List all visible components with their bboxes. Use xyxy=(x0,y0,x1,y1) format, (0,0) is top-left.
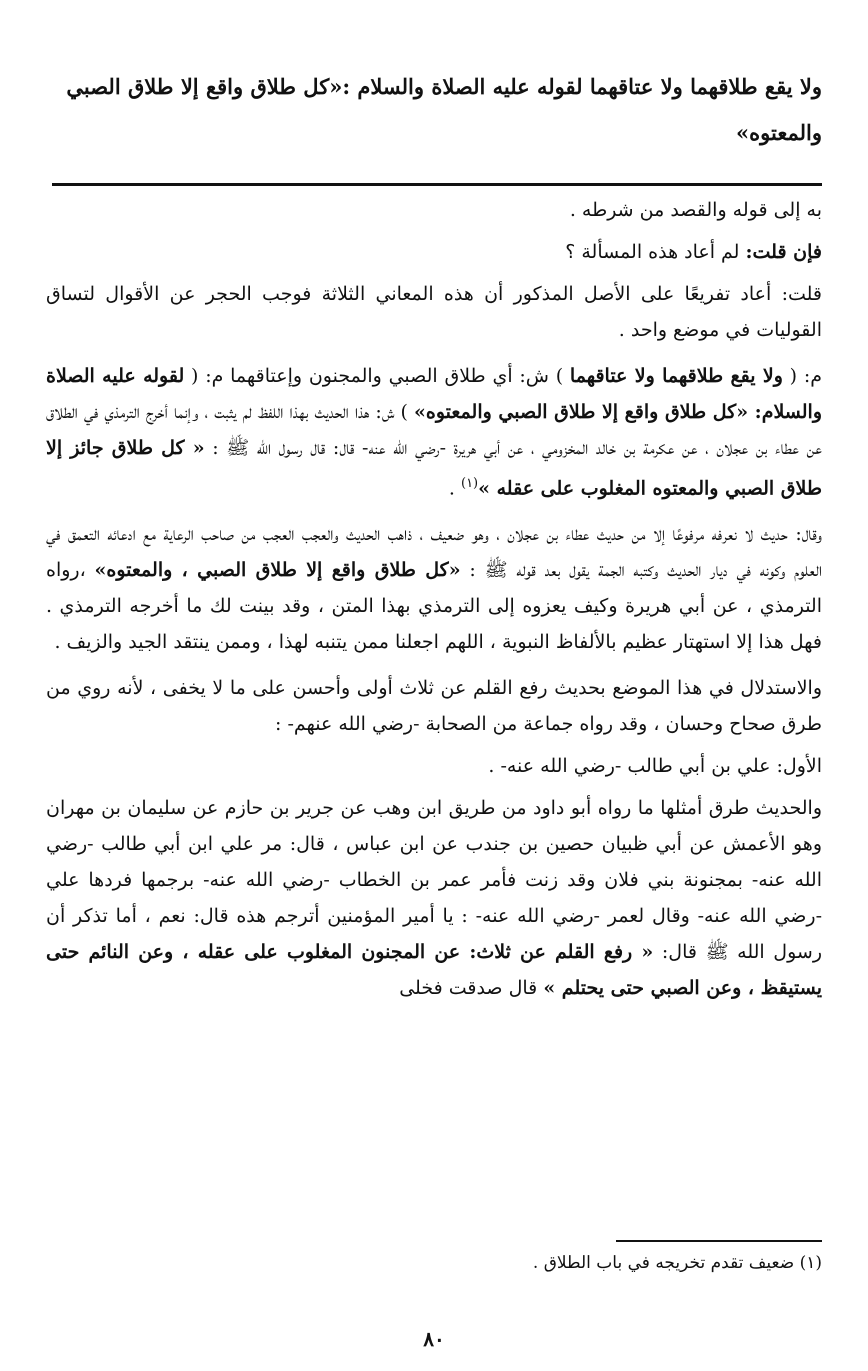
commentary-body xyxy=(46,192,822,1006)
matn-marker: م: ( xyxy=(782,365,822,387)
footnote-divider xyxy=(616,1240,822,1242)
paragraph-6: والاستدلال في هذا الموضع بحديث رفع القلم عن ثلاث أولى وأحسن على ما لا يخفى ، لأنه روي من طرق صحاح وحسان ، وقد رواه جماعة من الصحابة -رضي الله عنهم- : xyxy=(46,677,822,736)
hadith-quote: « كل طلاق جائز إلا طلاق الصبي والمعتوه المغلوب على عقله » xyxy=(46,437,822,500)
para5-text-a: وقال: حديث لا نعرفه مرفوعًا إلا من حديث عطاء بن عجلان ، وهو ضعيف ، ذاهب الحديث والعجب العجب من صاحب الرعاية مع ادعائه التعمق في العلوم وكونه في ديار الحديث وكتبه الجمة يقول بعد قوله ﷺ : xyxy=(46,523,822,582)
page-number: ٨٠ xyxy=(423,1327,445,1351)
period: . xyxy=(448,477,461,500)
question-label: فإن قلت: xyxy=(745,241,822,263)
para8-text-a: والحديث طرق أمثلها ما رواه أبو داود من طريق ابن وهب عن جرير بن حازم عن سليمان بن مهران وهو الأعمش عن أبي ظبيان حصين بن جندب عن ابن عباس ، قال: مر علي ابن أبي طالب -رضي الله عنه- بمجنونة بني فلان وقد زنت فأمر عمر بن الخطاب -رضي الله عنه- برجمها فردها علي -رضي الله عنه- وقال لعمر -رضي الله عنه- : يا أمير المؤمنين أترجم هذه قال: نعم ، أما تذكر أن رسول الله ﷺ قال: xyxy=(46,797,822,964)
paragraph-1: به إلى قوله والقصد من شرطه . xyxy=(569,199,822,221)
para5-text-c: ،رواه الترمذي ، عن أبي هريرة وكيف يعزوه إلى الترمذي بهذا المتن ، وقد بينت لك ما أخرجه الترمذي . فهل هذا إلا استهتار عظيم بالألفاظ النبوية ، اللهم اجعلنا ممن يتنبه لهذا ، وممن ينتقد الجيد والزيف . xyxy=(46,559,822,654)
sharh-text-2: ) ش: هذا الحديث بهذا اللفظ لم يثبت ، وإنما أخرج الترمذي في الطلاق عن عطاء بن عجلان ، عن عكرمة بن خالد المخزومي ، عن أبي هريرة -رضي الله عنه- قال: قال رسول الله ﷺ : xyxy=(46,401,823,459)
paragraph-7: الأول: علي بن أبي طالب -رضي الله عنه- . xyxy=(488,755,822,778)
para8-text-c: قال صدقت فخلى xyxy=(399,977,544,1000)
hadith-quote-3: « رفع القلم عن ثلاث: عن المجنون المغلوب على عقله ، وعن النائم حتى يستيقظ ، وعن الصبي حتى يحتلم » xyxy=(46,941,822,1000)
footnote-ref[interactable]: (١) xyxy=(460,476,479,491)
hadith-quote-2: «كل طلاق واقع إلا طلاق الصبي ، والمعتوه» xyxy=(94,559,461,582)
sharh-text: ) ش: أي طلاق الصبي والمجنون وإعتاقهما م: ( xyxy=(184,365,570,387)
paragraph-5 xyxy=(46,516,822,660)
paragraph-2 xyxy=(46,234,822,270)
paragraph-4 xyxy=(46,358,822,506)
paragraph-8 xyxy=(46,790,822,1006)
matn-quote: ولا يقع طلاقهما ولا عتاقهما xyxy=(569,365,783,387)
question-text: لم أعاد هذه المسألة ؟ xyxy=(565,241,746,263)
matn-heading: ولا يقع طلاقهما ولا عتاقهما لقوله عليه الصلاة والسلام :«كل طلاق واقع إلا طلاق الصبي والمعتوه» xyxy=(66,74,822,145)
matn-quote-hadith: لقوله عليه الصلاة والسلام: «كل طلاق واقع إلا طلاق الصبي والمعتوه» xyxy=(46,365,822,423)
header-divider xyxy=(52,183,822,186)
footnote: (١) ضعيف تقدم تخريجه في باب الطلاق . xyxy=(532,1253,822,1273)
paragraph-3: قلت: أعاد تفريعًا على الأصل المذكور أن هذه المعاني الثلاثة فوجب الحجر عن الأقوال لتساق القوليات في موضع واحد . xyxy=(46,283,822,341)
